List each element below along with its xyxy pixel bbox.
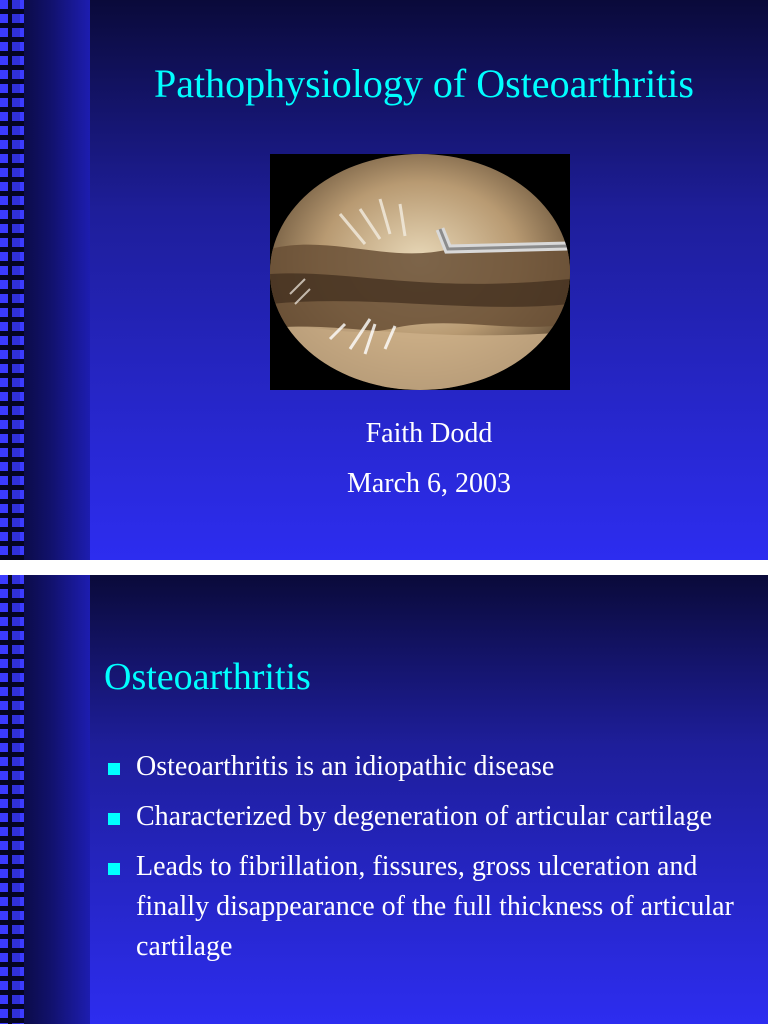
slide-title: Osteoarthritis [104,656,311,698]
bullet-text: Leads to fibrillation, fissures, gross ulceration and finally disappearance of the full thickness of articular cartilage [136,851,734,962]
bullet-item [104,747,744,787]
square-bullet-icon [108,813,120,825]
slide-2 [0,575,768,1024]
square-pattern [0,0,24,560]
bullet-text: Osteoarthritis is an idiopathic disease [136,751,555,782]
bullet-item [104,847,744,967]
square-bullet-icon [108,763,120,775]
bullet-text: Characterized by degeneration of articular cartilage [136,801,713,832]
author-name: Faith Dodd [365,418,493,449]
square-bullet-icon [108,863,120,875]
square-pattern [0,575,24,1024]
presentation-date: March 6, 2003 [346,468,512,499]
bullet-list [104,747,744,977]
bullet-item [104,797,744,837]
side-strip [0,0,90,560]
slide-title: Pathophysiology of Osteoarthritis [154,61,694,106]
arthroscopy-photo [270,154,570,390]
side-strip [0,575,90,1024]
